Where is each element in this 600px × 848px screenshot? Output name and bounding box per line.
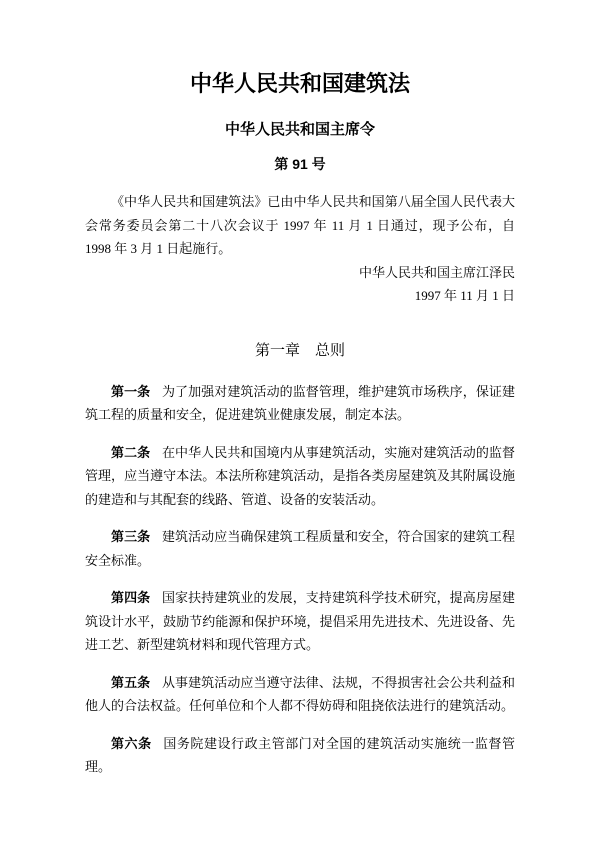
article-label-1: 第一条	[111, 383, 151, 399]
article-text-6: 国务院建设行政主管部门对全国的建筑活动实施统一监督管理。	[85, 735, 515, 774]
signature-block	[85, 261, 515, 308]
document-title: 中华人民共和国建筑法	[189, 71, 410, 96]
article-text-3: 建筑活动应当确保建筑工程质量和安全，符合国家的建筑工程安全标准。	[85, 529, 515, 568]
article-label-3: 第三条	[111, 529, 151, 544]
article-paragraph-5	[85, 671, 515, 718]
article-label-6: 第六条	[111, 735, 152, 751]
article-text-1: 为了加强对建筑活动的监督管理，维护建筑市场秩序，保证建筑工程的质量和安全，促进建筑业健康发展，制定本法。	[85, 383, 515, 422]
article-paragraph-4	[85, 586, 515, 657]
chapter-heading: 第一章 总则	[254, 342, 345, 359]
article-text-5: 从事建筑活动应当遵守法律、法规，不得损害社会公共利益和他人的合法权益。任何单位和个人都不得妨碍和阻挠依法进行的建筑活动。	[85, 674, 515, 713]
article-label-2: 第二条	[111, 444, 151, 460]
article-paragraph-3	[85, 525, 515, 572]
article-paragraph-2	[85, 441, 515, 512]
signature-name: 中华人民共和国主席江泽民	[358, 264, 515, 280]
signature-date: 1997 年 11 月 1 日	[414, 288, 515, 303]
article-text-2: 在中华人民共和国境内从事建筑活动，实施对建筑活动的监督管理，应当遵守本法。本法所称建筑活动，是指各类房屋建筑及其附属设施的建造和与其配套的线路、管道、设备的安装活动。	[85, 444, 515, 507]
decree-issuer: 中华人民共和国主席令	[224, 121, 375, 138]
preamble-paragraph: 《中华人民共和国建筑法》已由中华人民共和国第八届全国人民代表大会常务委员会第二十八次会议于 1997 年 11 月 1 日通过，现予公布，自 1998 年 3 月 1 日起施行。	[85, 194, 515, 256]
article-text-4: 国家扶持建筑业的发展，支持建筑科学技术研究，提高房屋建筑设计水平，鼓励节约能源和保护环境，提倡采用先进技术、先进设备、先进工艺、新型建筑材料和现代管理方式。	[85, 590, 515, 652]
article-label-4: 第四条	[111, 590, 151, 605]
article-paragraph-1	[85, 380, 515, 427]
decree-number: 第 91 号	[274, 156, 326, 172]
article-label-5: 第五条	[111, 674, 151, 690]
article-paragraph-6	[85, 732, 515, 779]
